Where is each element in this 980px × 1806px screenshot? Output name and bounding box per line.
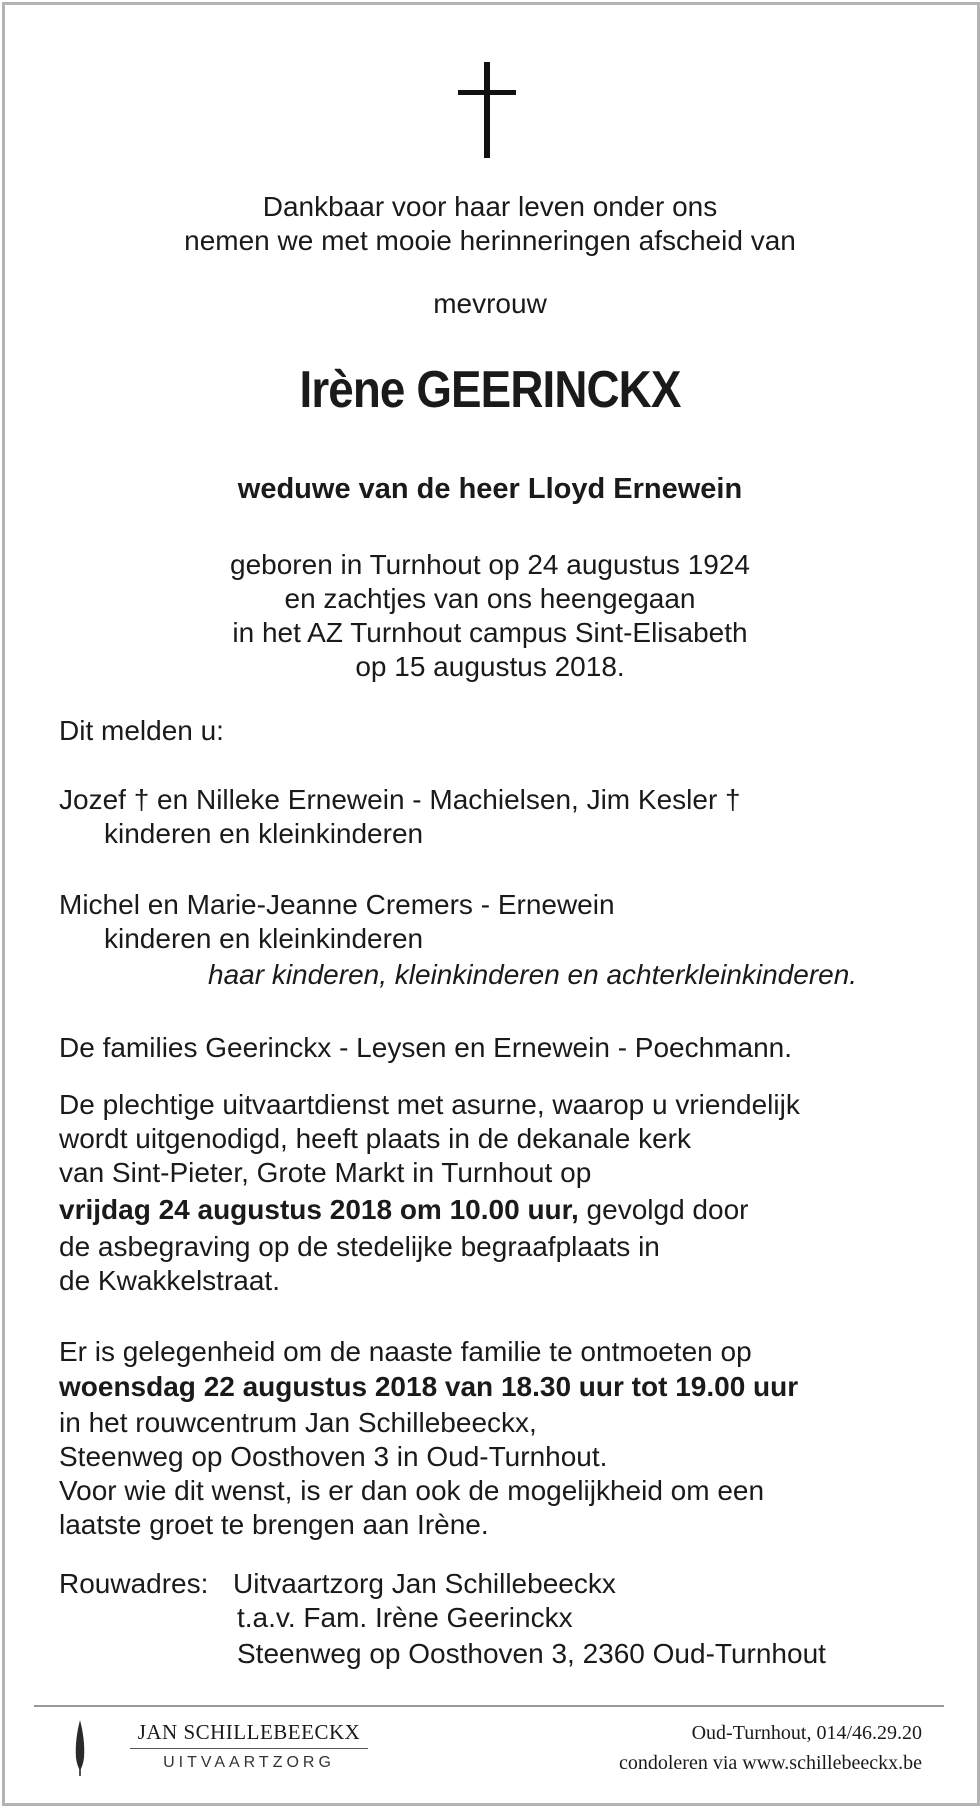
birth-line-3: in het AZ Turnhout campus Sint-Elisabeth [232,617,748,648]
deceased-name: Irène GEERINCKX [299,361,681,419]
intro-line-2: nemen we met mooie herinneringen afscheid van [184,225,796,256]
address-line-2: t.a.v. Fam. Irène Geerinckx [237,1602,573,1633]
spouse-line: weduwe van de heer Lloyd Ernewein [237,473,743,505]
service-date: vrijdag 24 augustus 2018 om 10.00 uur, [59,1194,579,1225]
address-label: Rouwadres: [59,1568,209,1599]
address-line-1: Uitvaartzorg Jan Schillebeeckx [233,1568,616,1599]
cypress-tree-icon [60,1718,100,1778]
birth-line-1: geboren in Turnhout op 24 augustus 1924 [230,549,750,580]
contact-phone: Oud-Turnhout, 014/46.29.20 [691,1722,922,1744]
family-group-2: Michel en Marie-Jeanne Cremers - Ernewein [59,889,615,920]
logo-rule [130,1748,368,1749]
visitation-line-1: Er is gelegenheid om de naaste familie te ontmoeten op [59,1336,752,1367]
intro-line-1: Dankbaar voor haar leven onder ons [262,191,718,222]
address-line-3: Steenweg op Oosthoven 3, 2360 Oud-Turnhout [237,1638,826,1669]
visitation-line-4: Steenweg op Oosthoven 3 in Oud-Turnhout. [59,1441,608,1472]
family-group-2-sub: kinderen en kleinkinderen [104,923,424,954]
visitation-date: woensdag 22 augustus 2018 van 18.30 uur tot 19.00 uur [59,1371,799,1402]
service-line-4 [59,1193,748,1227]
birth-line-4: op 15 augustus 2018. [355,651,625,682]
contact-website: condoleren via www.schillebeeckx.be [618,1752,922,1774]
service-line-6: de Kwakkelstraat. [59,1265,280,1296]
family-summary: haar kinderen, kleinkinderen en achterkleinkinderen. [208,959,858,990]
family-group-1-sub: kinderen en kleinkinderen [104,818,424,849]
visitation-line-6: laatste groet te brengen aan Irène. [59,1509,489,1540]
family-intro: Dit melden u: [59,715,224,746]
footer-divider [34,1705,944,1707]
service-line-5: de asbegraving op de stedelijke begraafplaats in [59,1231,660,1262]
logo-name: JAN SCHILLEBEECKX [137,1720,361,1744]
service-line-1: De plechtige uitvaartdienst met asurne, waarop u vriendelijk [59,1089,800,1120]
family-group-1: Jozef † en Nilleke Ernewein - Machielsen, Jim Kesler † [59,784,741,815]
service-line-3: van Sint-Pieter, Grote Markt in Turnhout op [59,1157,592,1188]
families-line: De families Geerinckx - Leysen en Ernewein - Poechmann. [59,1032,793,1063]
service-line-4-rest: gevolgd door [578,1194,749,1225]
service-line-2: wordt uitgenodigd, heeft plaats in de dekanale kerk [59,1123,691,1154]
birth-line-2: en zachtjes van ons heengegaan [284,583,696,614]
salutation: mevrouw [433,288,547,319]
visitation-line-5: Voor wie dit wenst, is er dan ook de mogelijkheid om een [59,1475,765,1506]
logo-subtitle: UITVAARTZORG [163,1754,335,1771]
visitation-line-3: in het rouwcentrum Jan Schillebeeckx, [59,1407,537,1438]
